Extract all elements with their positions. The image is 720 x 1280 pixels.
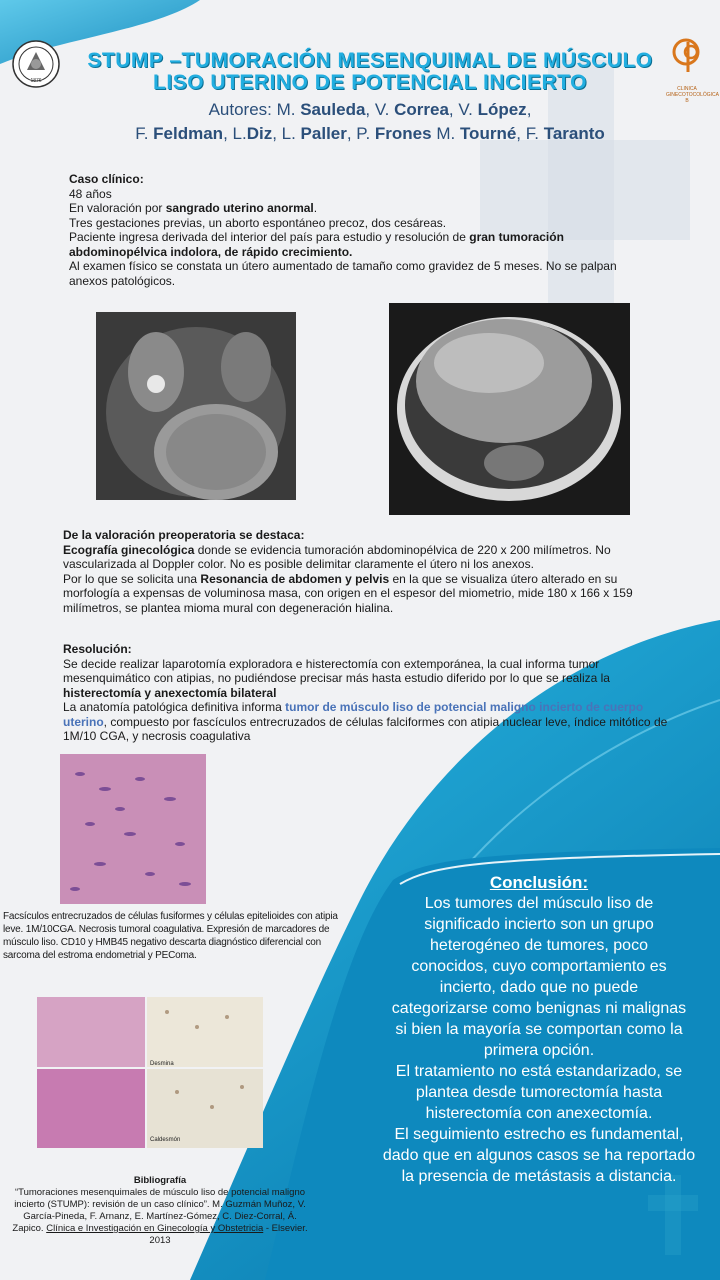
author-feldman: Feldman	[153, 124, 224, 143]
author-frones: Frones	[374, 124, 432, 143]
immunohistochemistry-panel	[37, 997, 263, 1148]
sep: F.	[135, 124, 154, 143]
mri-axial-image	[389, 303, 630, 515]
case-line-5: Al examen físico se constata un útero aumentado de tamaño como gravidez de 5 meses. No se palpan anexos patológicos.	[69, 259, 617, 288]
sep: , L.	[223, 124, 247, 143]
text: Paciente ingresa derivada del interior del país para estudio y resolución de	[69, 230, 470, 244]
mri-coronal-image	[96, 312, 296, 500]
histology-caption: Facsículos entrecruzados de células fusiformes y células epitelioides con atipia leve. 1M/10CGA. Necrosis tumoral coagulativa. Expresión de marcadores de músculo liso. CD10 y HMB45 negativo descarta diagnóstico diferencial con sarcoma del estroma endometrial y PEComa.	[3, 911, 338, 961]
biblio-heading: Bibliografía	[133, 1175, 187, 1186]
caldesmon-label: Caldesmón	[150, 1137, 181, 1143]
case-heading: Caso clínico:	[69, 172, 144, 186]
text: , compuesto por fascículos entrecruzados de células falciformes con atipia nuclear leve, índice mitótico de 1M/10 CGA, y necrosis coagulativa	[63, 714, 668, 743]
clinic-logo-text: CLINICA GINECOTOCOLÓGICA B	[666, 86, 719, 104]
text: donde se evidencia tumoración abdominopélvica de 220 x 200 milímetros. No vascularizada al Doppler color. No es posible delimitar claramente el útero ni los anexos.	[63, 542, 611, 571]
desmina-label: Desmina	[150, 1061, 174, 1067]
text: Se decide realizar laparotomía exploradora e histerectomía con extemporánea, la cual informa tumor mesenquimático con atipias, no pudiéndose precisar más hasta estudio diferido por lo que se realiza la	[63, 656, 610, 685]
sep: ,	[526, 100, 532, 119]
author-tourne: Tourné	[459, 124, 517, 143]
text: Por lo que se solicita una	[63, 571, 201, 586]
sep: , F.	[516, 124, 544, 143]
bibliography	[12, 1175, 308, 1247]
resolution-section	[63, 642, 683, 744]
histology-he-image	[60, 754, 206, 904]
diagnosis-highlight: tumor de músculo liso de potencial maligno incierto de cuerpo uterino	[63, 700, 644, 729]
seal-year: 1876	[30, 78, 42, 84]
text-bold: gran tumoración abdominopélvica indolora, de rápido crecimiento.	[69, 230, 564, 259]
author-taranto: Taranto	[543, 124, 605, 143]
case-section	[69, 172, 629, 288]
author-diz: Diz	[246, 124, 273, 143]
conclusion-box	[368, 872, 710, 1187]
text: en la que se visualiza útero alterado en su morfología a expensas de voluminosa masa, con origen en el espesor del miometrio, mide 180 x 166 x 159 milímetros, se plantea mioma mural con degeneración hialina.	[63, 571, 633, 615]
conclusion-para-2: El tratamiento no está estandarizado, se plantea desde tumorectomía hasta histerectomía con anexectomía.	[395, 1063, 683, 1122]
case-age: 48 años	[69, 186, 112, 201]
preop-heading: De la valoración preoperatoria se destaca:	[63, 528, 305, 542]
case-line-3: Tres gestaciones previas, un aborto espontáneo precoz, dos cesáreas.	[69, 215, 447, 230]
text-bold: histerectomía y anexectomía bilateral	[63, 685, 277, 700]
conclusion-para-3: El seguimiento estrecho es fundamental, dado que en algunos casos se ha reportado la presencia de metástasis a distancia.	[382, 1126, 696, 1185]
case-line-4	[69, 230, 629, 259]
resolution-heading: Resolución:	[63, 642, 132, 656]
author-correa: Correa	[394, 100, 449, 119]
authors-prefix: Autores: M.	[208, 100, 301, 119]
text: .	[313, 201, 318, 215]
preop-para-2	[63, 572, 663, 616]
case-line-2	[69, 201, 629, 216]
preop-para-1	[63, 543, 663, 572]
sep: M.	[431, 124, 460, 143]
conclusion-heading: Conclusión:	[489, 873, 589, 892]
title-line-1: STUMP –TUMORACIÓN MESENQUIMAL DE MÚSCULO	[87, 49, 653, 72]
author-lopez: López	[477, 100, 527, 119]
title-line-2: LISO UTERINO DE POTENCIAL INCIERTO	[153, 71, 587, 94]
poster-title	[60, 50, 680, 94]
text: En valoración por	[69, 201, 166, 215]
author-sauleda: Sauleda	[300, 100, 366, 119]
authors	[60, 98, 680, 146]
text-bold: Resonancia de abdomen y pelvis	[200, 571, 390, 586]
author-paller: Paller	[300, 124, 347, 143]
sep: , V.	[365, 100, 395, 119]
text: La anatomía patológica definitiva informa	[63, 700, 286, 714]
resolution-para-2	[63, 700, 683, 744]
resolution-para-1	[63, 657, 683, 701]
text-bold: Ecografía ginecológica	[63, 542, 195, 557]
sep: , P.	[346, 124, 375, 143]
biblio-text: “Tumoraciones mesenquimales de músculo liso de potencial maligno incierto (STUMP): revisión de un caso clínico”. M. Guzmán Muñoz, V. García-Pineda, F. Arnanz, E. Martínez-Gómez, C. Diez-Corral, Á. Zapico.	[12, 1187, 306, 1234]
sep: , V.	[448, 100, 478, 119]
sep: , L.	[272, 124, 301, 143]
text-bold: sangrado uterino anormal	[165, 201, 314, 215]
conclusion-para-1: Los tumores del músculo liso de significado incierto son un grupo heterogéneo de tumores, poco conocidos, cuyo comportamiento es incierto, dado que no puede categorizarse como benignas ni malignas si bien la mayoría se comportan como la primera opción.	[391, 895, 687, 1059]
biblio-tail: - Elsevier. 2013	[149, 1223, 308, 1246]
biblio-journal: Clínica e Investigación en Ginecología y Obstetricia	[46, 1223, 264, 1234]
preop-section	[63, 528, 663, 615]
